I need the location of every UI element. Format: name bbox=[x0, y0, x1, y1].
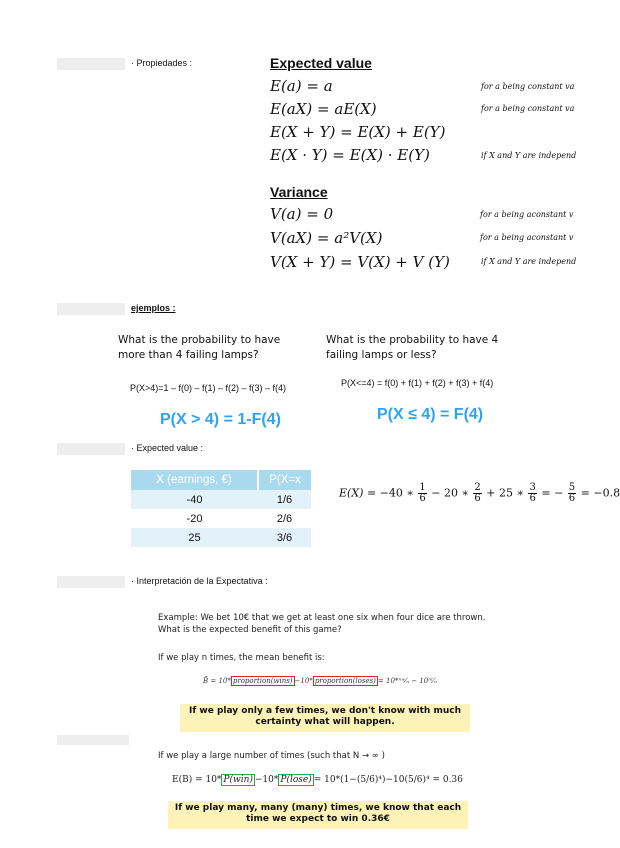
f1-box-loses: proportion(loses) bbox=[314, 677, 376, 685]
var-formula-1: V(a) = 0 bbox=[270, 205, 334, 223]
f2-mid: −10* bbox=[254, 775, 279, 785]
margin-bar bbox=[57, 576, 125, 588]
table-row bbox=[131, 509, 311, 528]
benefit-formula-2 bbox=[172, 775, 463, 785]
var-formula-3: V(X + Y) = V(X) + V (Y) bbox=[270, 253, 450, 271]
f1-right: = 10*ⁿʷ⁄ₙ − 10ⁿˡ⁄ₙ bbox=[377, 677, 437, 685]
f2-right: = 10*(1−(5/6)⁴)−10(5/6)⁴ = 0.36 bbox=[313, 775, 463, 785]
var-note-1: for a being aconstant v bbox=[480, 210, 574, 219]
var-note-2: for a being aconstant v bbox=[480, 233, 574, 242]
play-n-text: If we play n times, the mean benefit is: bbox=[158, 653, 325, 663]
f2-box-win: P(win) bbox=[223, 775, 253, 785]
ev-cell: 1/6 bbox=[258, 490, 311, 509]
f1-box-wins: proportion(wins) bbox=[232, 677, 293, 685]
right-formula: P(X<=4) = f(0) + f(1) + f(2) + f(3) + f(4) bbox=[341, 378, 494, 388]
propiedades-label: · Propiedades : bbox=[131, 58, 193, 68]
left-question: What is the probability to have more than 4 failing lamps? bbox=[118, 334, 281, 361]
var-formula-2: V(aX) = a²V(X) bbox=[270, 229, 383, 247]
expected-value-title: Expected value bbox=[270, 55, 372, 71]
left-formula: P(X>4)=1 – f(0) – f(1) – f(2) – f(3) – f(4) bbox=[130, 383, 287, 393]
ev-formula-4: E(X · Y) = E(X) · E(Y) bbox=[270, 146, 430, 164]
ev-header-p: P(X=x bbox=[258, 470, 311, 490]
ev-header-x: X (earnings, €) bbox=[131, 470, 258, 490]
ev-table-wrap bbox=[131, 470, 304, 547]
yellow-note-1: If we play only a few times, we don't know with much certainty what will happen. bbox=[180, 704, 470, 732]
var-note-3: if X and Y are independ bbox=[481, 257, 577, 266]
yellow-note-2: If we play many, many (many) times, we know that each time we expect to win 0.36€ bbox=[168, 801, 468, 829]
margin-bar bbox=[57, 303, 125, 315]
ev-formula-2: E(aX) = aE(X) bbox=[270, 100, 377, 118]
margin-bar bbox=[57, 58, 125, 70]
play-large-text: If we play a large number of times (such that N → ∞ ) bbox=[158, 751, 385, 761]
ev-cell: -20 bbox=[131, 509, 258, 528]
ev-cell: 25 bbox=[131, 528, 258, 547]
f2-left: E(B) = 10* bbox=[172, 775, 222, 785]
ev-formula-3: E(X + Y) = E(X) + E(Y) bbox=[270, 123, 446, 141]
left-result: P(X > 4) = 1-F(4) bbox=[160, 411, 281, 428]
margin-bar bbox=[57, 443, 125, 455]
interpretacion-label: · Interpretación de la Expectativa : bbox=[131, 576, 268, 586]
f1-mid: −10* bbox=[294, 677, 313, 685]
benefit-formula-1 bbox=[203, 677, 437, 685]
ejemplos-label: ejemplos : bbox=[131, 303, 176, 313]
ev-note-4: if X and Y are independ bbox=[481, 151, 577, 160]
ev-result-formula: E(X) = −40 ∗ $\frac{1}{6}$ − 20 ∗ $\frac{2}{6}$ + 25 ∗ $\frac{3}{6}$ = − $\frac{5}{6}$ = −0.8 bbox=[339, 482, 620, 504]
ev-table bbox=[131, 470, 311, 547]
f1-left: B̄ = 10* bbox=[203, 677, 231, 685]
table-row bbox=[131, 528, 311, 547]
ev-formula-1: E(a) = a bbox=[270, 77, 333, 95]
ev-note-2: for a being constant va bbox=[481, 104, 575, 113]
right-result: P(X ≤ 4) = F(4) bbox=[377, 406, 484, 423]
example-text: Example: We bet 10€ that we get at least one six when four dice are thrown. What is the expected benefit of this game? bbox=[158, 613, 486, 635]
expected-value-label: · Expected value : bbox=[131, 443, 204, 453]
ev-cell: -40 bbox=[131, 490, 258, 509]
ev-cell: 2/6 bbox=[258, 509, 311, 528]
margin-bar bbox=[57, 735, 129, 745]
variance-title: Variance bbox=[270, 184, 328, 200]
table-row bbox=[131, 490, 311, 509]
f2-box-lose: P(lose) bbox=[280, 775, 312, 785]
ev-note-1: for a being constant va bbox=[481, 82, 575, 91]
ev-cell: 3/6 bbox=[258, 528, 311, 547]
right-question: What is the probability to have 4 failing lamps or less? bbox=[326, 334, 499, 361]
